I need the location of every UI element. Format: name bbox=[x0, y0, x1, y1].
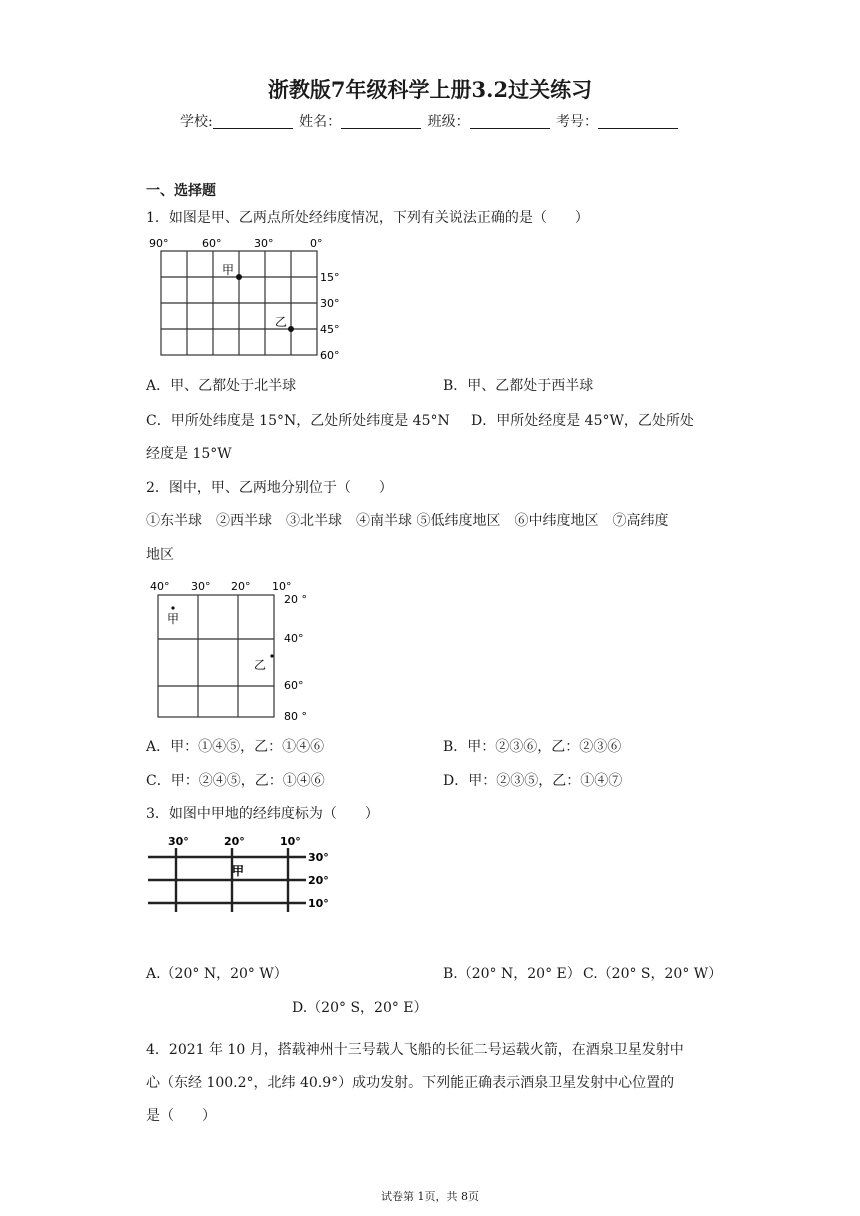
class-label: 班级： bbox=[427, 114, 470, 130]
q3-lat-label: 20° bbox=[308, 874, 329, 887]
q3-option-c[interactable]: C.（20° S，20° W） bbox=[583, 966, 723, 982]
name-blank[interactable] bbox=[341, 114, 421, 129]
q2-lon-label: 20° bbox=[231, 580, 251, 593]
q2-lon-label: 40° bbox=[150, 580, 170, 593]
q1-lon-label: 60° bbox=[202, 237, 222, 250]
q1-lat-label: 15° bbox=[320, 271, 340, 284]
class-blank[interactable] bbox=[470, 114, 550, 129]
q2-choices: ①东半球 ②西半球 ③北半球 ④南半球 ⑤低纬度地区 ⑥中纬度地区 ⑦高纬度 bbox=[146, 513, 669, 529]
section-heading: 一、选择题 bbox=[146, 183, 216, 199]
q2-figure bbox=[146, 575, 326, 725]
q3-lat-label: 30° bbox=[308, 851, 329, 864]
q4-stem-line1: 4．2021 年 10 月，搭载神州十三号载人飞船的长征二号运载火箭，在酒泉卫星发射中 bbox=[146, 1042, 684, 1058]
q3-lon-label: 30° bbox=[168, 835, 189, 848]
q2-lat-label: 60° bbox=[284, 679, 304, 692]
q2-point-yi-label: 乙 bbox=[254, 658, 267, 672]
q2-point-jia-label: 甲 bbox=[167, 612, 180, 626]
q3-lon-label: 10° bbox=[280, 835, 301, 848]
exam-no-label: 考号： bbox=[556, 114, 599, 130]
q1-stem: 1．如图是甲、乙两点所处经纬度情况，下列有关说法正确的是（ ） bbox=[146, 210, 589, 226]
q4-stem-line2: 心（东经 100.2°，北纬 40.9°）成功发射。下列能正确表示酒泉卫星发射中心位置的 bbox=[146, 1075, 675, 1091]
school-blank[interactable] bbox=[213, 114, 293, 129]
q3-option-d[interactable]: D.（20° S，20° E） bbox=[292, 1000, 428, 1016]
q1-lat-label: 30° bbox=[320, 297, 340, 310]
q2-choices-cont: 地区 bbox=[146, 547, 174, 563]
q3-grid bbox=[148, 848, 306, 912]
q1-option-d[interactable]: D．甲所处经度是 45°W，乙处所处 bbox=[471, 413, 694, 429]
q3-lat-label: 10° bbox=[308, 897, 329, 910]
q2-lat-label: 80 ° bbox=[284, 710, 307, 723]
q1-point-yi bbox=[288, 326, 294, 332]
q2-lat-label: 40° bbox=[284, 632, 304, 645]
page-footer: 试卷第 1页，共 8页 bbox=[381, 1190, 479, 1203]
q1-option-d-cont: 经度是 15°W bbox=[146, 446, 232, 462]
q1-option-b[interactable]: B．甲、乙都处于西半球 bbox=[443, 378, 594, 394]
q1-lon-label: 30° bbox=[254, 237, 274, 250]
q2-stem: 2．图中，甲、乙两地分别位于（ ） bbox=[146, 480, 393, 496]
q2-option-c[interactable]: C．甲：②④⑤，乙：①④⑥ bbox=[146, 773, 325, 789]
q3-option-b[interactable]: B.（20° N，20° E） bbox=[443, 966, 581, 982]
q2-lat-label: 20 ° bbox=[284, 593, 307, 606]
q1-point-yi-label: 乙 bbox=[275, 315, 288, 329]
q2-point-yi bbox=[270, 654, 273, 657]
q2-lon-label: 30° bbox=[191, 580, 211, 593]
q1-lon-label: 0° bbox=[310, 237, 323, 250]
q3-option-a[interactable]: A.（20° N，20° W） bbox=[146, 966, 288, 982]
q1-figure bbox=[146, 234, 356, 364]
q3-lon-label: 20° bbox=[224, 835, 245, 848]
q3-point-jia-label: 甲 bbox=[232, 864, 245, 878]
q1-lat-label: 45° bbox=[320, 323, 340, 336]
exam-no-blank[interactable] bbox=[598, 114, 678, 129]
q3-figure bbox=[146, 830, 336, 915]
q2-option-d[interactable]: D．甲：②③⑤，乙：①④⑦ bbox=[443, 773, 623, 789]
q1-point-jia-label: 甲 bbox=[222, 263, 235, 277]
q1-point-jia bbox=[236, 274, 242, 280]
q1-option-a[interactable]: A．甲、乙都处于北半球 bbox=[146, 378, 297, 394]
q4-stem-line3: 是（ ） bbox=[146, 1108, 216, 1124]
q2-option-a[interactable]: A．甲：①④⑤，乙：①④⑥ bbox=[146, 739, 325, 755]
q2-option-b[interactable]: B．甲：②③⑥，乙：②③⑥ bbox=[443, 739, 622, 755]
student-info-line bbox=[0, 111, 860, 131]
q1-lat-label: 60° bbox=[320, 349, 340, 362]
name-label: 姓名： bbox=[299, 114, 342, 130]
q1-option-c[interactable]: C．甲所处纬度是 15°N，乙处所处纬度是 45°N bbox=[146, 413, 450, 429]
q3-stem: 3．如图中甲地的经纬度标为（ ） bbox=[146, 806, 379, 822]
q2-lon-label: 10° bbox=[272, 580, 292, 593]
school-label: 学校: bbox=[179, 114, 213, 130]
q1-lon-label: 90° bbox=[149, 237, 169, 250]
q1-grid bbox=[161, 251, 317, 355]
q2-point-jia bbox=[171, 606, 174, 609]
page-title: 浙教版7年级科学上册3.2过关练习 bbox=[267, 77, 593, 102]
